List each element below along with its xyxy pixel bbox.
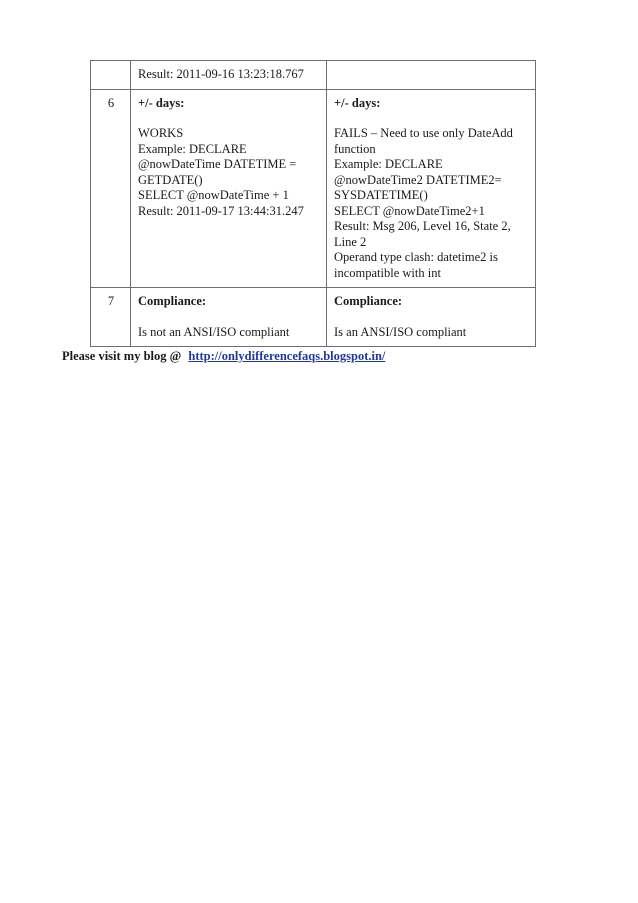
- row-number-cell: 7: [91, 288, 131, 347]
- cell-heading: Compliance:: [334, 294, 403, 308]
- datetime2-cell: [327, 288, 536, 347]
- cell-heading: +/- days:: [334, 95, 381, 110]
- cell-line: Example: DECLARE: [138, 141, 247, 156]
- cell-line: Result: 2011-09-17 13:44:31.247: [138, 203, 304, 218]
- cell-line: function: [334, 141, 376, 156]
- cell-line: Example: DECLARE: [334, 157, 443, 171]
- comparison-table: [90, 60, 536, 347]
- result-line: Result: 2011-09-16 13:23:18.767: [138, 67, 304, 81]
- cell-line: GETDATE(): [138, 172, 203, 187]
- cell-line: incompatible with int: [334, 265, 441, 280]
- footer-text: Please visit my blog @: [62, 349, 182, 363]
- datetime2-cell: [327, 89, 536, 288]
- table-row: [91, 288, 536, 347]
- row-number-cell: 6: [91, 89, 131, 288]
- cell-heading: Compliance:: [138, 294, 207, 308]
- cell-line: WORKS: [138, 126, 184, 140]
- cell-line: Result: Msg 206, Level 16, State 2,: [334, 219, 511, 233]
- cell-line: Operand type clash: datetime2 is: [334, 250, 498, 264]
- cell-line: SYSDATETIME(): [334, 188, 428, 202]
- table-row: [91, 89, 536, 288]
- datetime-cell: [131, 61, 327, 90]
- cell-line: Is not an ANSI/ISO compliant: [138, 324, 290, 339]
- cell-line: @nowDateTime DATETIME =: [138, 157, 297, 171]
- cell-heading: +/- days:: [138, 95, 185, 110]
- blog-footer: [62, 349, 385, 364]
- datetime-cell: [131, 89, 327, 288]
- cell-line: Is an ANSI/ISO compliant: [334, 324, 467, 339]
- table-row: [91, 61, 536, 90]
- cell-line: SELECT @nowDateTime2+1: [334, 203, 485, 218]
- cell-line: @nowDateTime2 DATETIME2=: [334, 172, 502, 187]
- datetime-cell: [131, 288, 327, 347]
- blog-link[interactable]: http://onlydifferencefaqs.blogspot.in/: [188, 349, 386, 363]
- cell-line: FAILS – Need to use only DateAdd: [334, 126, 513, 140]
- row-number-cell: [91, 61, 131, 90]
- cell-line: SELECT @nowDateTime + 1: [138, 188, 289, 202]
- datetime2-cell: [327, 61, 536, 90]
- cell-line: Line 2: [334, 234, 367, 249]
